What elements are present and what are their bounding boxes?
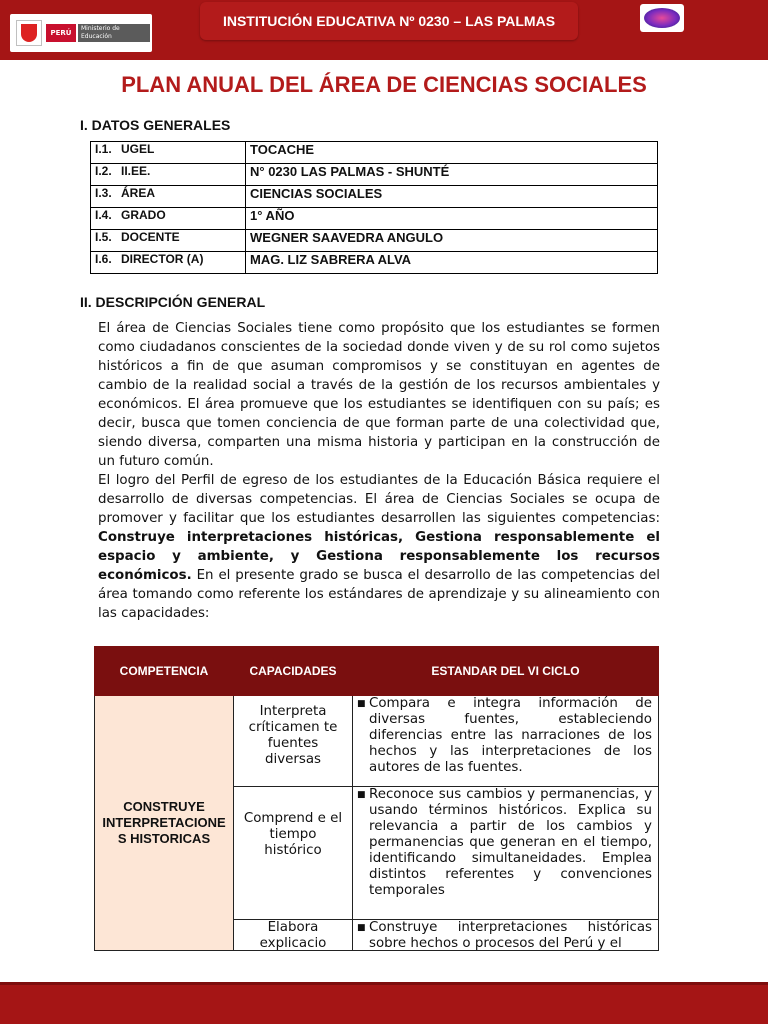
paragraph-text: El logro del Perfil de egreso de los estudiantes de la Educación Básica requiere el desarrollo de diversas competencias. El área de Ciencias Sociales se ocupa de promover y facilitar que los estudiantes desarrollen las siguientes competencias: [98,473,660,526]
capacidad-text: Elabora explicacio [259,920,327,950]
page-title: PLAN ANUAL DEL ÁREA DE CIENCIAS SOCIALES [121,72,647,97]
square-bullet-icon: ■ [357,699,366,709]
institution-title: INSTITUCIÓN EDUCATIVA Nº 0230 – LAS PALMAS [200,2,578,40]
row-key: DIRECTOR (A) [121,252,204,266]
logo-peru-label: PERÚ [46,24,76,42]
header-bar [0,0,768,60]
table-value-cell: CIENCIAS SOCIALES [246,186,658,208]
row-number: I.2. [95,164,112,178]
footer-bar [0,982,768,1024]
row-number: I.4. [95,208,112,222]
table-row [91,208,658,230]
estandar-text: Construye interpretaciones históricas sobre hechos o procesos del Perú y el [369,920,652,950]
table-row [91,230,658,252]
capacidad-cell: Interpreta críticamen te fuentes diversas [234,696,353,787]
school-badge-icon [640,4,684,32]
row-key: II.EE. [121,164,151,178]
table-key-cell [91,186,246,208]
row-number: I.1. [95,142,112,156]
logo-ministry-label: Ministerio de Educación [78,24,150,42]
row-number: I.5. [95,230,112,244]
description-paragraph-1: El área de Ciencias Sociales tiene como propósito que los estudiantes se formen como ciudadanos conscientes de la sociedad donde viven y de su rol como sujetos históricos a fin de que asuman compromisos y se constituyan en agentes de cambio de la realidad social a través de la gestión de los recursos ambientales y económicos. El área promueve que los estudiantes se identifiquen con su país; es decir, busca que tomen conciencia de que forman parte de una colectividad que, siendo diversa, comparten una misma historia y participan en la construcción de un futuro común. [98,321,660,469]
table-value-cell: 1° AÑO [246,208,658,230]
datos-generales-table [90,141,658,274]
square-bullet-icon: ■ [357,923,366,933]
row-number: I.6. [95,252,112,266]
row-key: ÁREA [121,186,156,200]
table-key-cell [91,208,246,230]
table-key-cell [91,252,246,274]
ministry-logo [10,14,152,52]
square-bullet-icon: ■ [357,790,366,800]
table-row [91,252,658,274]
table-row [95,696,659,787]
row-key: DOCENTE [121,230,180,244]
row-key: UGEL [121,142,155,156]
paragraph-text: En el presente grado se busca el desarrollo de las competencias del área tomando como referente los estándares de aprendizaje y su alineamiento con las capacidades: [98,568,660,621]
section-heading-datos: I. DATOS GENERALES [80,117,231,133]
table-key-cell [91,164,246,186]
table-header-row [95,647,659,696]
table-key-cell [91,230,246,252]
header-estandar: ESTANDAR DEL VI CICLO [353,647,659,696]
estandar-cell [353,920,659,951]
table-key-cell [91,142,246,164]
competencias-table [94,646,659,951]
table-value-cell: N° 0230 LAS PALMAS - SHUNTÉ [246,164,658,186]
header-competencia: COMPETENCIA [95,647,234,696]
capacidad-cell [234,920,353,951]
estandar-cell [353,787,659,920]
shield-icon [16,20,42,46]
section-heading-descripcion: II. DESCRIPCIÓN GENERAL [80,294,266,310]
row-number: I.3. [95,186,112,200]
table-value-cell: MAG. LIZ SABRERA ALVA [246,252,658,274]
table-row [91,186,658,208]
table-value-cell: TOCACHE [246,142,658,164]
estandar-text: Reconoce sus cambios y permanencias, y usando términos históricos. Explica su relevancia a partir de los cambios y permanencias que generan en el tiempo, identificando simultaneidades. Emplea distintos referentes y convenciones temporales [369,787,652,898]
capacidad-cell: Comprend e el tiempo histórico [234,787,353,920]
estandar-text: Compara e integra información de diversas fuentes, estableciendo diferencias entre las narraciones de los hechos y las interpretaciones de los autores de las fuentes. [369,696,652,775]
description-body [98,319,660,623]
row-key: GRADO [121,208,166,222]
header-capacidades: CAPACIDADES [234,647,353,696]
table-row [91,164,658,186]
competencies-bold-text: Construye interpretaciones históricas, Gestiona responsablemente el espacio y ambiente, y Gestiona responsablemente los recursos económicos. [98,530,660,583]
description-paragraph-2 [98,471,660,623]
competencia-cell: CONSTRUYE INTERPRETACIONE S HISTORICAS [95,696,234,951]
table-value-cell: WEGNER SAAVEDRA ANGULO [246,230,658,252]
table-row [91,142,658,164]
estandar-cell [353,696,659,787]
